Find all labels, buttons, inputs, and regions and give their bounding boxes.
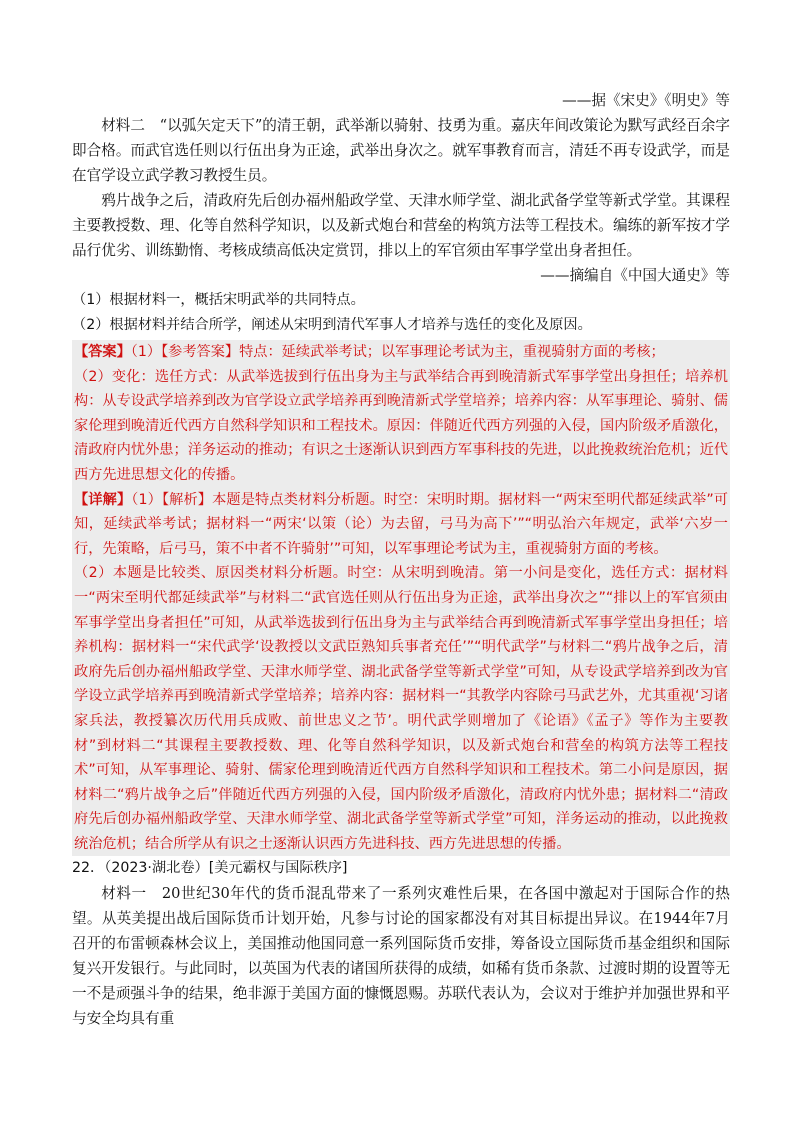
analysis-tag: 【详解】 bbox=[74, 491, 132, 508]
answer-part-2: （2）变化：选任方式：从武举选拔到行伍出身为主与武举结合再到晚清新式军事学堂出身担任；培养机构：从专设武学培养到改为官学设立武学培养再到晚清新式学堂培养；培养内容：从军事理论、骑射、儒家伦理到晚清近代西方自然科学知识和工程技术。原因：伴随近代西方列强的入侵，国内阶级矛盾激化，清政府内忧外患；洋务运动的推动；有识之士逐渐认识到西方军事科技的先进，以此挽救统治危机；近代西方先进思想文化的传播。 bbox=[74, 368, 728, 483]
question-2: （2）根据材料并结合所学，阐述从宋明到清代军事人才培养与选任的变化及原因。 bbox=[72, 317, 592, 333]
source-citation-1: ——据《宋史》《明史》等 bbox=[562, 92, 730, 109]
material-two-paragraph-1: 材料二 “以弧矢定天下”的清王朝，武举渐以骑射、技勇为重。嘉庆年间改策论为默写武经百余字即合格。而武官选任则以行伍出身为正途，武举出身次之。就军事教育而言，清廷不再专设武学，而是在官学设立武学教习教授生员。 bbox=[72, 117, 730, 184]
analysis-part-2: （2）本题是比较类、原因类材料分析题。时空：从宋明到晚清。第一小问是变化，选任方式：据材料一“两宋至明代都延续武举”与材料二“武官选任则从行伍出身为正途，武举出身次之”“排以上的军官须由军事学堂出身者担任”可知，从武举选拔到行伍出身为主与武举结合再到晚清新式军事学堂出身担任；培养机构：据材料一“宋代武学‘设教授以文武臣熟知兵事者充任’”“明代武学”与材料二“鸦片战争之后，清政府先后创办福州船政学堂、天津水师学堂、湖北武备学堂等新式学堂”可知，从专设武学培养到改为官学设立武学培养再到晚清新式学堂培养；培养内容：据材料一“其教学内容除弓马武艺外，尤其重视‘习诸家兵法，教授纂次历代用兵成败、前世忠义之节’。明代武学则增加了《论语》《孟子》等作为主要教材”到材料二“其课程主要教授数、理、化等自然科学知识，以及新式炮台和营垒的构筑方法等工程技术”可知，从军事理论、骑射、儒家伦理到晚清近代西方自然科学知识和工程技术。第二小问是原因，据材料二“鸦片战争之后”伴随近代西方列强的入侵，国内阶级矛盾激化，清政府内忧外患；据材料二“清政府先后创办福州船政学堂、天津水师学堂、湖北武备学堂等新式学堂”可知，洋务运动的推动，以此挽救统治危机；结合所学从有识之士逐渐认识西方先进科技、西方先进思想的传播。 bbox=[74, 565, 728, 852]
question-1: （1）根据材料一，概括宋明武举的共同特点。 bbox=[72, 292, 365, 308]
answer-tag: 【答案】 bbox=[74, 344, 131, 360]
material-two-paragraph-2: 鸦片战争之后，清政府先后创办福州船政学堂、天津水师学堂、湖北武备学堂等新式学堂。其课程主要教授数、理、化等自然科学知识，以及新式炮台和营垒的构筑方法等工程技术。编练的新军按才学品行优劣、训练勤惰、考核成绩高低决定赏罚，排以上的军官须由军事学堂出身者担任。 bbox=[72, 192, 730, 259]
answer-line-1 bbox=[74, 340, 728, 365]
answer-part-1: （1）【参考答案】特点：延续武举考试；以军事理论考试为主，重视骑射方面的考核； bbox=[130, 344, 665, 360]
source-citation-2: ——摘编自《中国大通史》等 bbox=[540, 267, 730, 284]
analysis-part-1 bbox=[74, 488, 728, 562]
question-22-title: 22．（2023·湖北卷）[美元霸权与国际秩序] bbox=[72, 860, 348, 877]
answer-block bbox=[72, 340, 730, 856]
question-22-material-one: 材料一 20世纪30年代的货币混乱带来了一系列灾难性后果，在各国中激起对于国际合作的热望。从英美提出战后国际货币计划开始，凡参与讨论的国家都没有对其目标提出异议。在1944年7月召开的布雷顿森林会议上，美国推动他国同意一系列国际货币安排，筹备设立国际货币基金组织和国际复兴开发银行。与此同时，以英国为代表的诸国所获得的成绩，如稀有货币条款、过渡时期的设置等无一不是顽强斗争的结果，绝非源于美国方面的慷慨恩赐。苏联代表认为，会议对于维护并加强世界和平与安全均具有重 bbox=[72, 885, 730, 1028]
analysis-part-1-text: （1）【解析】本题是特点类材料分析题。时空：宋明时期。据材料一“两宋至明代都延续武举”可知，延续武举考试；据材料一“两宋‘以策（论）为去留，弓马为高下’”“明弘治六年规定，武举‘六岁一行，先策略，后弓马，策不中者不许骑射’”可知，以军事理论考试为主，重视骑射方面的考核。 bbox=[74, 491, 728, 557]
document-page bbox=[72, 88, 730, 1031]
